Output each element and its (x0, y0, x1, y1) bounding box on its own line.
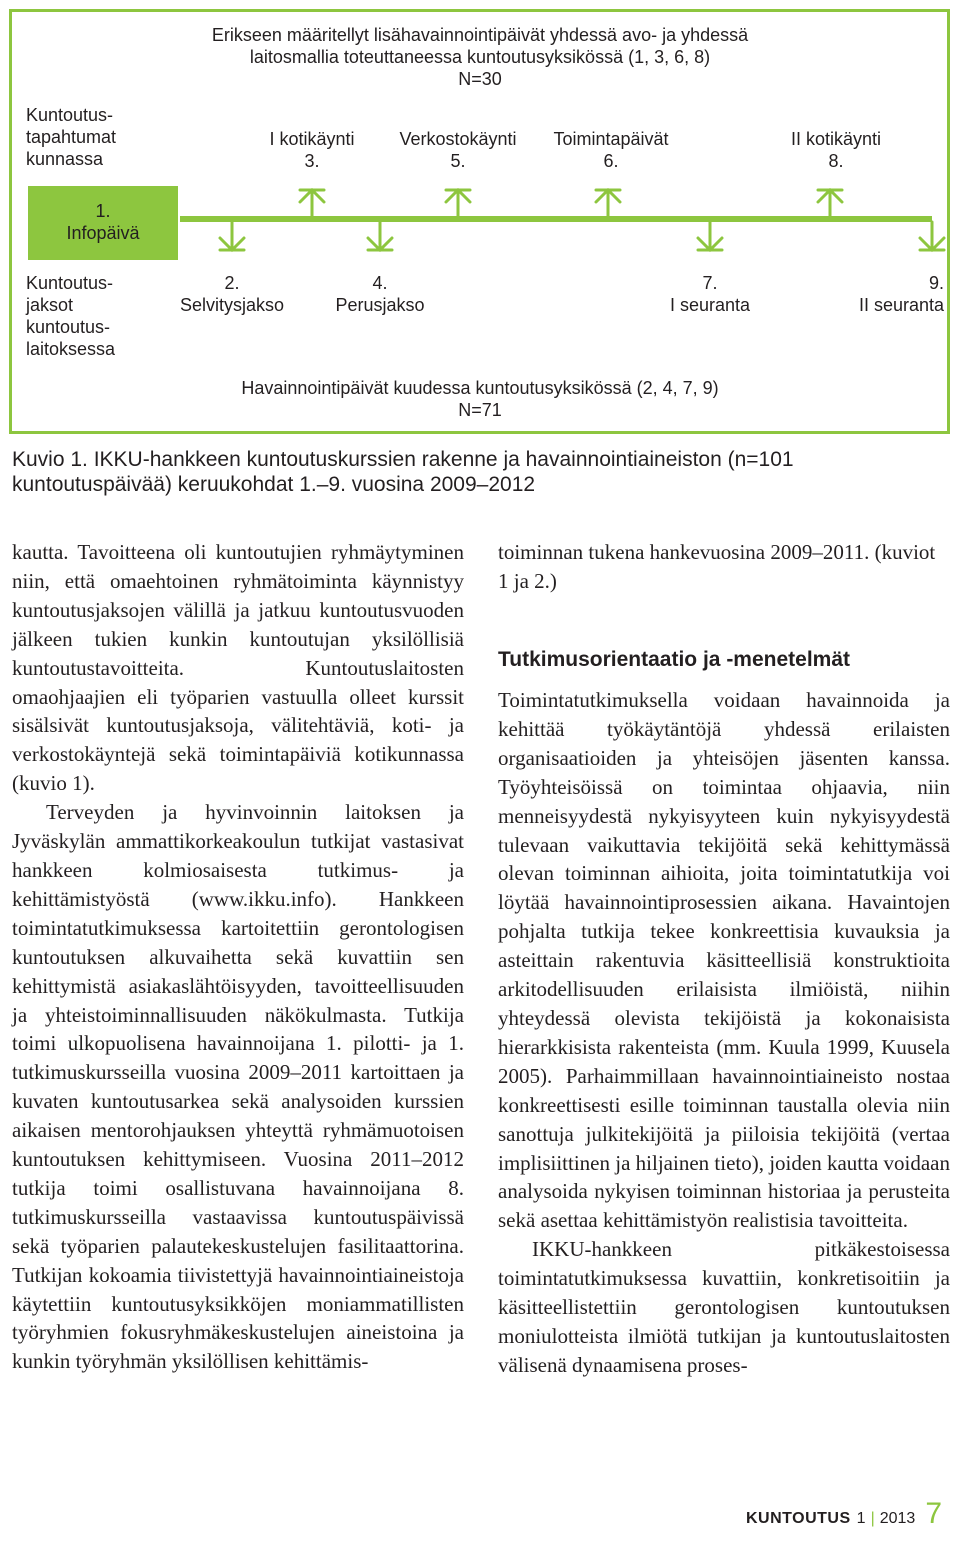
figure-bottom-title: Havainnointipäivät kuudessa kuntoutusyksikössä (2, 4, 7, 9) N=71 (241, 378, 719, 420)
upper-event-home-visit-2: II kotikäynti 8. (790, 129, 882, 171)
paragraph: Toimintatutkimuksella voidaan havainnoida ja kehittää työkäytäntöjä yhdessä erilaisten organisaatioiden ja yhteisöjen jäsenten kanssa. Työyhteisöissä on toimintaa ohjaavia, niin menneisyydestä nykyisyyteen kuin nykyisyydestä tulevaan vaikuttavia tekijöitä sekä kehittymässä olevan toiminnan aihioita, joita toimintatutkija voi löytää havainnointiprosessien aikana. Havaintojen pohjalta tutkija tekee konkreettisia kuvauksia ja asteittain rakentuvia käsitteellisiä konstruktioita arkitodellisuuden erilaisista ilmiöistä, niihin yhteydessä olevista tekijöistä ja kokonaisista hierarkkisista rakenteista (mm. Kuula 1999, Kuusela 2005). Parhaimmillaan havainnointiaineisto nostaa konkreettisesti esille toiminnan taustalla olevia niin sanottuja julkitekijöitä ja piiloisia tekijöitä (vertaa implisiittinen ja hiljainen tieto), joiden kautta voidaan analysoida nykyisen toiminnan historiaa ja perusteita sekä asettaa kehittämistyön realistisia tavoitteita. (498, 688, 950, 1233)
lower-event-follow-up-2: 9. II seuranta (858, 273, 944, 315)
paragraph: IKKU-hankkeen pitkäkestoisessa toimintatutkimuksessa kuvattiin, konkretisoitiin ja käsitteellistettiin gerontologisen kuntoutuksen moniulotteista ilmiötä tutkijan ja kuntoutuslaitosten välisenä dynaamisena proses- (498, 1237, 950, 1377)
issue-number: 1 (856, 1510, 866, 1527)
down-arrow-icon (220, 222, 244, 250)
lower-event-follow-up-1: 7. I seuranta (669, 273, 751, 315)
down-arrow-icon (920, 222, 944, 250)
paragraph: toiminnan tukena hankevuosina 2009–2011. (kuviot 1 ja 2.) (498, 540, 936, 593)
upper-event-network-visit: Verkostokäynti 5. (399, 129, 517, 171)
figure-caption: Kuvio 1. IKKU-hankkeen kuntoutuskurssien rakenne ja havainnointiaineiston (n=101 kuntoutuspäivää) keruukohdat 1.–9. vuosina 2009–2012 (12, 448, 794, 496)
page-number: 7 (925, 1497, 942, 1530)
right-column-top (498, 538, 950, 596)
lower-event-basic-period: 4. Perusjakso (335, 273, 425, 315)
down-arrow-icon (368, 222, 392, 250)
right-column (498, 686, 950, 1380)
issue-year: 2013 (879, 1510, 916, 1527)
magazine-name: KUNTOUTUS (746, 1510, 851, 1527)
paragraph: kautta. Tavoitteena oli kuntoutujien ryhmäytyminen niin, että omaehtoinen ryhmätoiminta käynnistyy kuntoutusjaksojen välillä ja jatkuu kuntoutusvuoden jälkeen tukien kunkin kuntoutujan yksilöllisiä kuntoutustavoitteita. Kuntoutuslaitosten omaohjaajien eli työparien vastuulla olleet kurssit sisälsivät kuntoutusjaksoja, välitehtäviä, koti- ja verkostokäyntejä sekä toimintapäiviä kotikunnassa (kuvio 1). (12, 540, 464, 796)
page-footer (746, 1497, 942, 1533)
down-arrow-icon (698, 222, 722, 250)
upper-event-activity-days: Toimintapäivät 6. (553, 129, 669, 171)
paragraph: Terveyden ja hyvinvoinnin laitoksen ja Jyväskylän ammattikorkeakoulun tutkijat vastasivat hankkeen kolmiosaisesta tutkimus- ja kehittämistyöstä (www.ikku.info). Hankkeen toimintatutkimuksessa kartoitettiin gerontologisen kuntoutuksen alkuvaihetta sekä kuvattiin sen kehittymistä asiakaslähtöisyyden, tavoitteellisuuden ja yhteistoiminnallisuuden näkökulmasta. Tutkija toimi ulkopuolisena havainnoijana 1. pilotti- ja 1. tutkimuskursseilla vuosina 2009–2011 kartoittaen ja kuvaten kuntoutusarkea sekä analysoiden kurssien aikaisen mentorohjauksen yhteyttä ryhmämuotoisen kuntoutuksen kehittymiseen. Vuosina 2011–2012 tutkija toimi osallistuvana havainnoijana 8. tutkimuskursseilla vastaavissa kuntoutuspäivissä sekä työparien palautekeskustelujen fasilitaattorina. Tutkijan kokoamia tiivistettyjä havainnointiaineistoja käytettiin kuntoutusyksikköjen moniammatillisten työryhmien fokusryhmäkeskustelujen aineistoina ja kunkin työryhmän yksilöllisen kehittämis- (12, 800, 464, 1374)
info-day-box: 1. Infopäivä (28, 186, 178, 260)
lower-event-assessment-period: 2. Selvitysjakso (179, 273, 285, 315)
figure-left-bottom-label: Kuntoutus- jaksot kuntoutus- laitoksessa (26, 273, 116, 359)
left-column (12, 538, 464, 1376)
section-heading: Tutkimusorientaatio ja -menetelmät (498, 648, 851, 671)
footer-separator: | (870, 1510, 875, 1527)
figure-top-title: Erikseen määritellyt lisähavainnointipäivät yhdessä avo- ja yhdessä laitosmallia toteuttaneessa kuntoutusyksikössä (1, 3, 6, 8) N=30 (211, 25, 749, 89)
figure-left-top-label: Kuntoutus- tapahtumat kunnassa (26, 105, 117, 169)
up-arrow-icon (446, 190, 470, 216)
timeline-arrows (0, 0, 960, 300)
upper-event-home-visit-1: I kotikäynti 3. (269, 129, 355, 171)
up-arrow-icon (596, 190, 620, 216)
up-arrow-icon (818, 190, 842, 216)
up-arrow-icon (300, 190, 324, 216)
